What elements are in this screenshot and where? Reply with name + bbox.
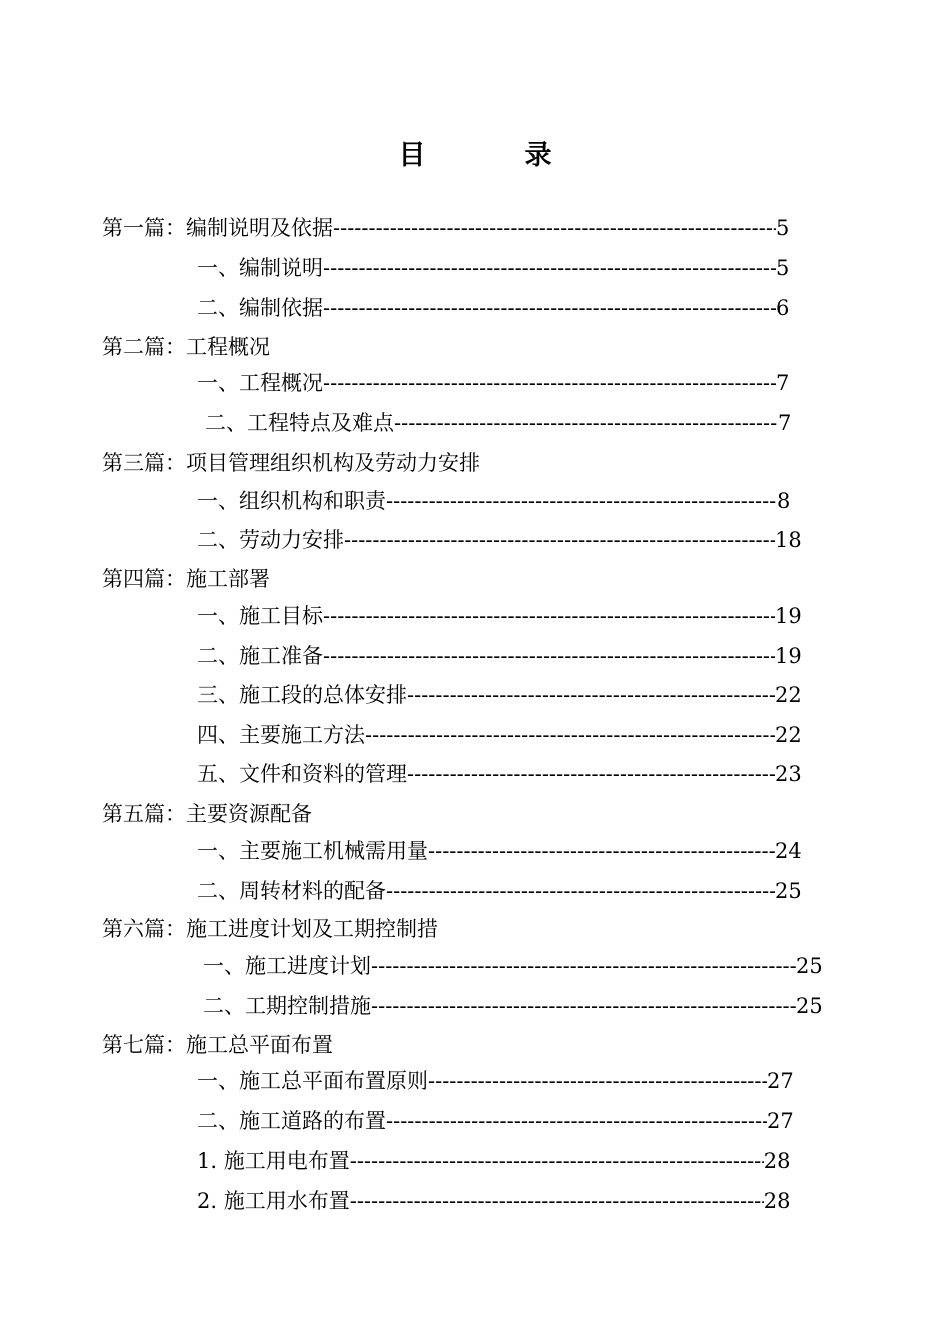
toc-entry-page: 22 — [775, 723, 802, 747]
toc-entry-label: 二、施工准备 — [197, 644, 323, 668]
toc-entry[interactable] — [203, 986, 823, 1026]
toc-entry-label: 二、周转材料的配备 — [197, 879, 386, 903]
toc-entry-leader — [386, 871, 775, 911]
toc-entry-leader — [323, 248, 776, 288]
toc-title: 目 录 — [398, 140, 588, 171]
toc-entry-leader — [428, 1061, 767, 1101]
toc-entry-leader — [323, 636, 775, 676]
toc-entry-leader — [323, 596, 775, 636]
toc-entry-label: 第六篇：施工进度计划及工期控制措 — [102, 917, 438, 941]
toc-entry-page: 24 — [775, 839, 802, 863]
toc-entry[interactable] — [197, 1181, 790, 1221]
toc-entry-page: 23 — [775, 762, 802, 786]
toc-entry-leader — [350, 1141, 764, 1181]
toc-entry[interactable] — [197, 1141, 790, 1181]
toc-entry-label: 三、施工段的总体安排 — [197, 683, 407, 707]
toc-entry[interactable] — [197, 715, 802, 755]
toc-chapter[interactable] — [102, 794, 312, 834]
toc-entry-label: 一、施工总平面布置原则 — [197, 1069, 428, 1093]
toc-entry-page: 25 — [796, 994, 823, 1018]
toc-entry-label: 一、编制说明 — [197, 256, 323, 280]
toc-entry-label: 第七篇：施工总平面布置 — [102, 1033, 333, 1057]
toc-entry-page: 19 — [775, 644, 802, 668]
toc-entry-label: 五、文件和资料的管理 — [197, 762, 407, 786]
toc-entry[interactable] — [197, 636, 802, 676]
toc-entry-label: 二、劳动力安排 — [197, 528, 344, 552]
toc-entry-leader — [350, 1181, 764, 1221]
toc-entry-leader — [371, 946, 796, 986]
toc-entry[interactable] — [205, 403, 791, 443]
toc-entry[interactable] — [197, 363, 789, 403]
toc-entry-leader — [371, 986, 796, 1026]
toc-entry-leader — [394, 403, 778, 443]
toc-entry-label: 第三篇：项目管理组织机构及劳动力安排 — [102, 451, 480, 475]
toc-entry-leader — [428, 831, 775, 871]
toc-entry-label: 一、主要施工机械需用量 — [197, 839, 428, 863]
toc-entry-label: 第四篇：施工部署 — [102, 567, 270, 591]
toc-entry-label: 第五篇：主要资源配备 — [102, 802, 312, 826]
toc-entry[interactable] — [197, 481, 790, 521]
toc-entry-label: 四、主要施工方法 — [197, 723, 365, 747]
toc-chapter[interactable] — [102, 443, 480, 483]
toc-entry[interactable] — [197, 288, 789, 328]
toc-entry-label: 二、施工道路的布置 — [197, 1109, 386, 1133]
toc-entry-page: 25 — [796, 954, 823, 978]
toc-entry-label: 2. 施工用水布置 — [197, 1189, 350, 1213]
toc-entry[interactable] — [203, 946, 823, 986]
toc-chapter[interactable] — [102, 327, 270, 367]
toc-entry[interactable] — [197, 248, 789, 288]
toc-entry-label: 1. 施工用电布置 — [197, 1149, 350, 1173]
toc-entry-label: 二、工期控制措施 — [203, 994, 371, 1018]
toc-entry-page: 25 — [775, 879, 802, 903]
toc-entry[interactable] — [197, 520, 802, 560]
toc-entry-page: 27 — [767, 1109, 794, 1133]
toc-entry-leader — [365, 715, 775, 755]
toc-entry-page: 28 — [763, 1189, 791, 1213]
toc-entry[interactable] — [197, 1101, 794, 1141]
toc-entry-label: 第二篇：工程概况 — [102, 335, 270, 359]
toc-entry-page: 27 — [767, 1069, 794, 1093]
toc-entry-leader — [323, 288, 776, 328]
toc-entry-page: 7 — [778, 411, 792, 435]
toc-entry-label: 一、工程概况 — [197, 371, 323, 395]
toc-entry-label: 二、工程特点及难点 — [205, 411, 394, 435]
toc-entry-label: 一、施工目标 — [197, 604, 323, 628]
toc-entry-page: 7 — [776, 371, 790, 395]
toc-entry-label: 一、施工进度计划 — [203, 954, 371, 978]
toc-entry-leader — [407, 675, 775, 715]
toc-entry[interactable] — [197, 754, 802, 794]
toc-entry-page: 5 — [776, 256, 790, 280]
toc-entry-leader — [333, 208, 776, 248]
toc-entry[interactable] — [197, 1061, 794, 1101]
toc-entry-label: 一、组织机构和职责 — [197, 489, 386, 513]
toc-chapter[interactable] — [102, 559, 270, 599]
toc-entry-page: 8 — [777, 489, 791, 513]
toc-entry-page: 19 — [775, 604, 802, 628]
toc-entry-page: 5 — [776, 216, 790, 240]
toc-chapter[interactable] — [102, 1025, 333, 1065]
toc-entry-leader — [344, 520, 775, 560]
toc-entry-page: 18 — [775, 528, 802, 552]
toc-entry[interactable] — [197, 831, 802, 871]
toc-entry[interactable] — [102, 208, 789, 248]
toc-entry-leader — [386, 481, 777, 521]
toc-entry-page: 22 — [775, 683, 802, 707]
toc-entry-label: 二、编制依据 — [197, 296, 323, 320]
toc-entry[interactable] — [197, 596, 802, 636]
toc-entry-leader — [407, 754, 775, 794]
toc-entry-label: 第一篇：编制说明及依据 — [102, 216, 333, 240]
toc-entry[interactable] — [197, 675, 802, 715]
toc-entry-leader — [386, 1101, 767, 1141]
toc-chapter[interactable] — [102, 909, 438, 949]
toc-entry-leader — [323, 363, 776, 403]
toc-entry-page: 28 — [763, 1149, 791, 1173]
toc-entry[interactable] — [197, 871, 802, 911]
toc-entry-page: 6 — [776, 296, 790, 320]
